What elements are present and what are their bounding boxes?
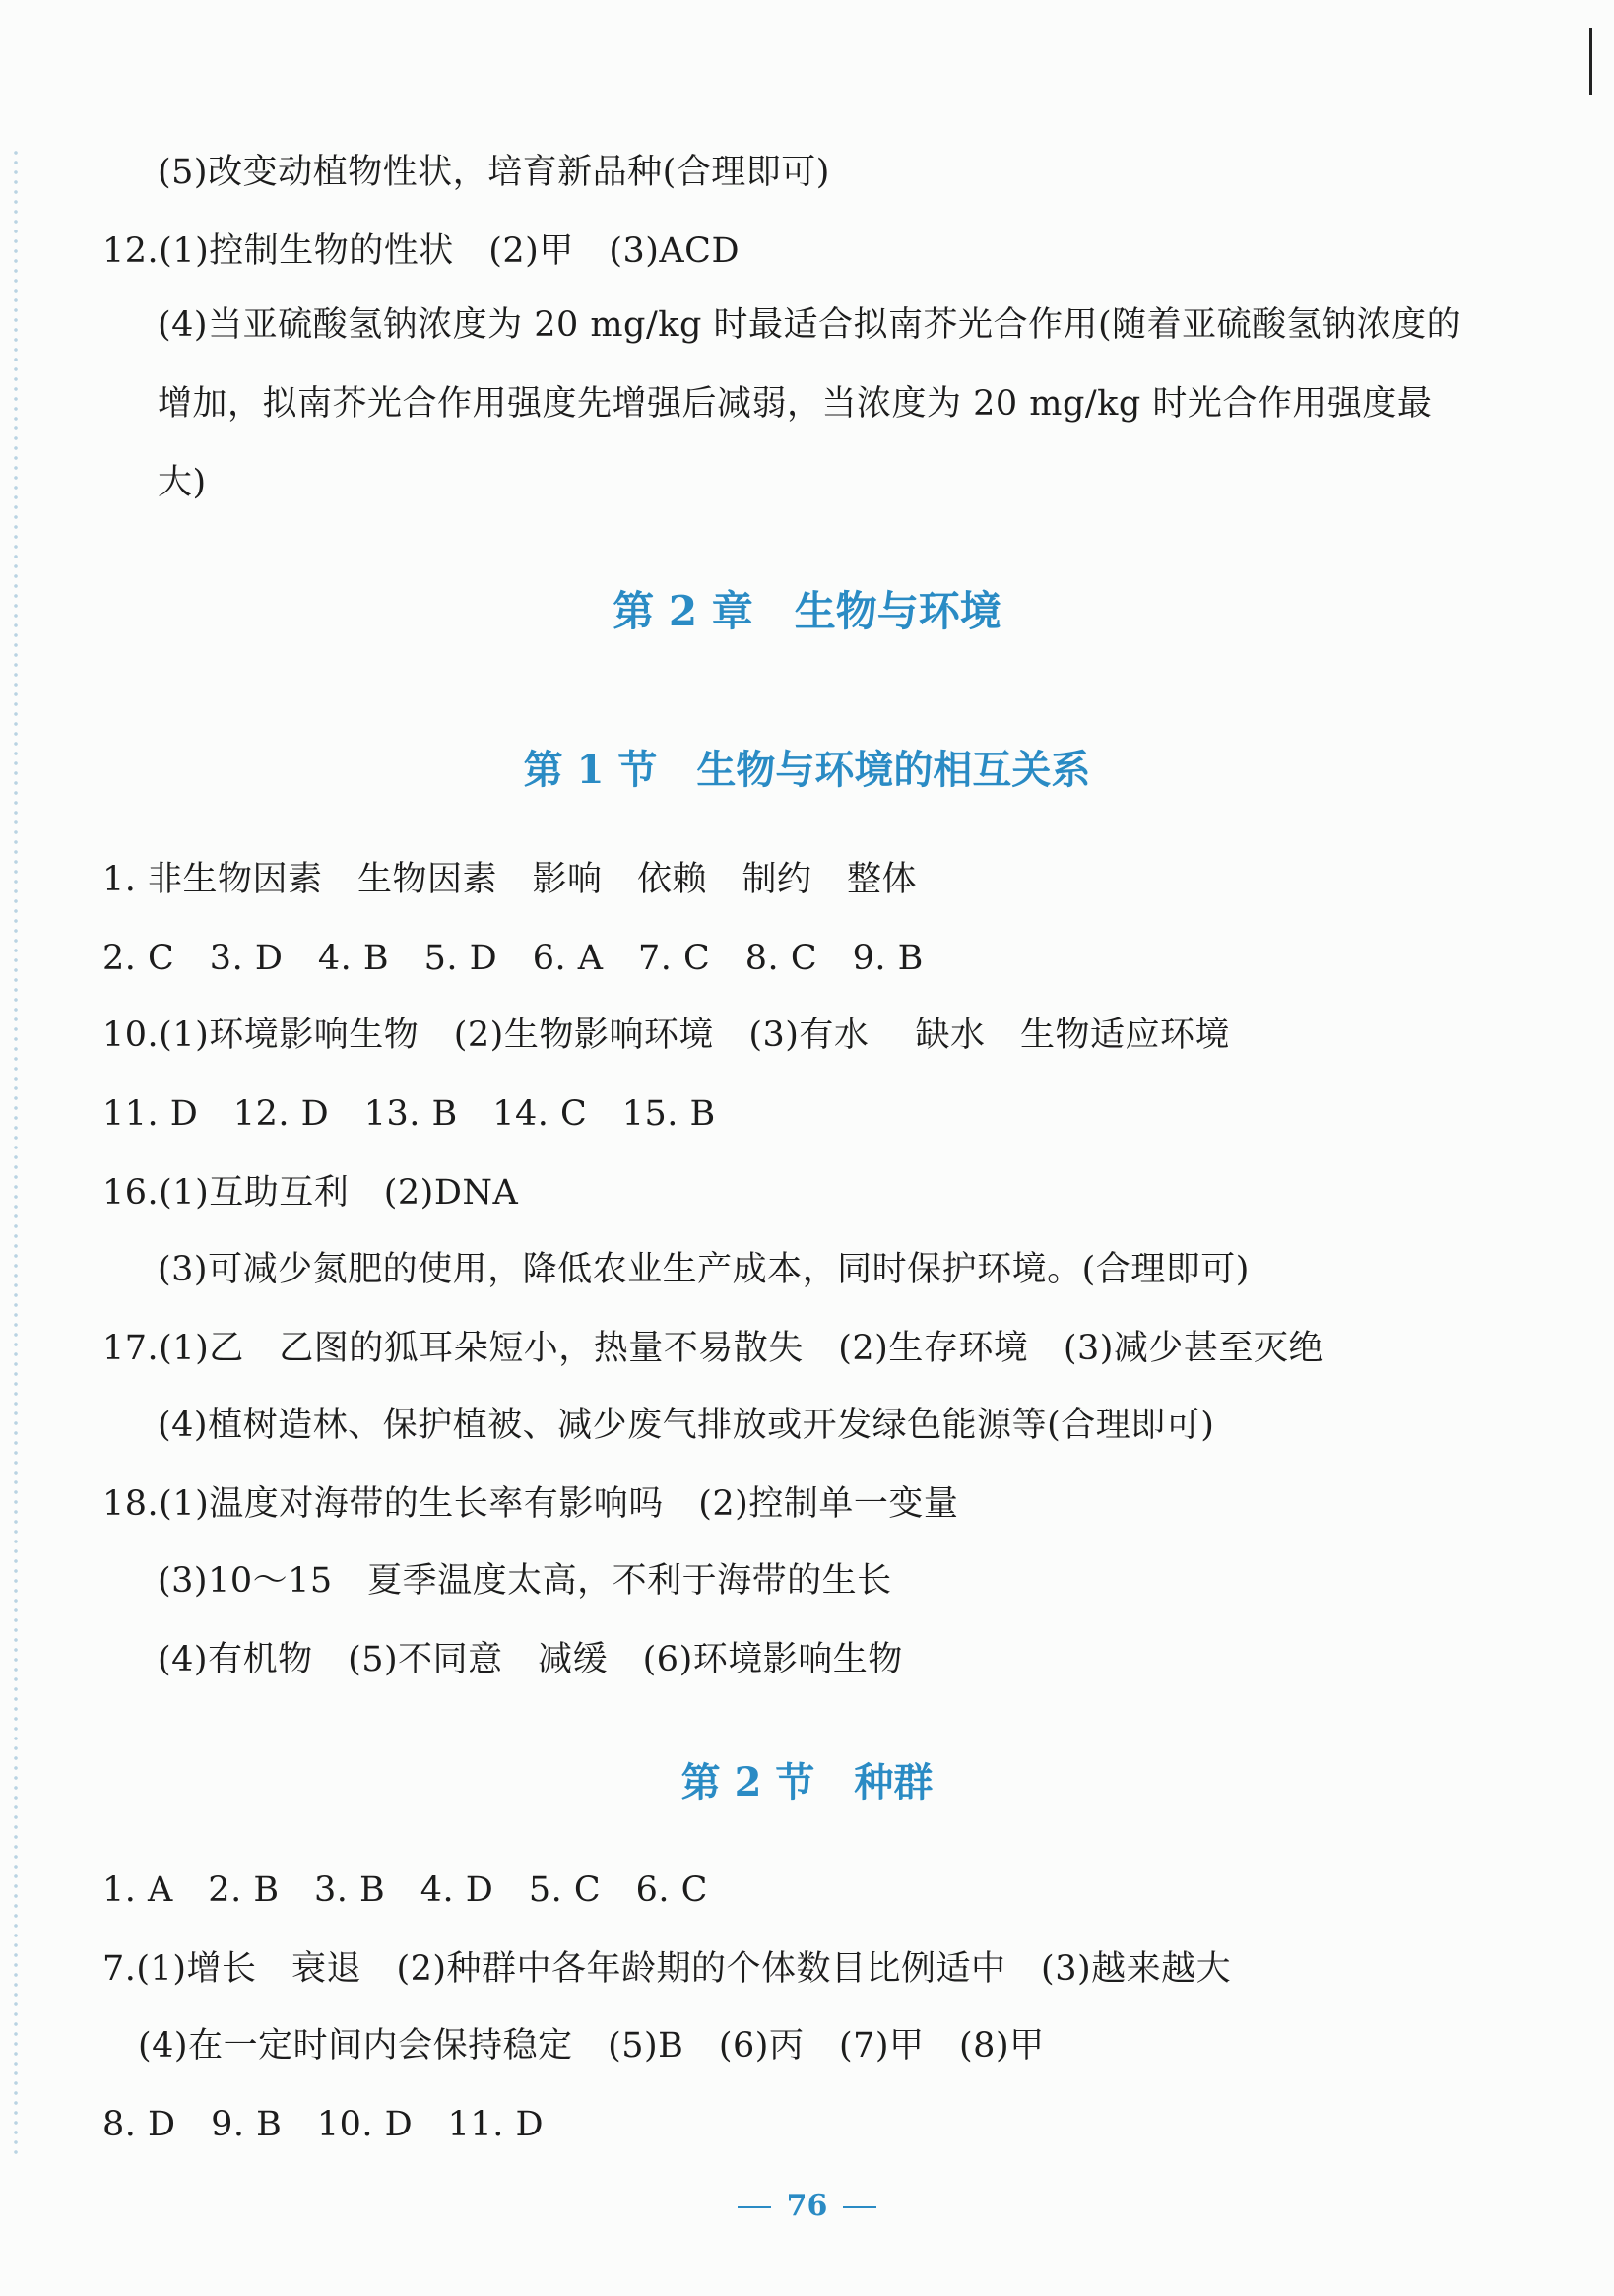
answer-line: (3)10～15 夏季温度太高，不利于海带的生长	[158, 1561, 892, 1601]
answer-paragraph: (4)当亚硫酸氢钠浓度为 20 mg/kg 时最适合拟南芥光合作用(随着亚硫酸氢钠浓度的增加，拟南芥光合作用强度先增强后减弱，当浓度为 20 mg/kg 时光合作用强度最大)	[158, 305, 1462, 502]
page-number-text: 76	[786, 2189, 828, 2223]
answer-line: 11. D 12. D 13. B 14. C 15. B	[102, 1094, 716, 1134]
answer-line: 18.(1)温度对海带的生长率有影响吗 (2)控制单一变量	[102, 1484, 959, 1524]
binding-margin-dots	[12, 148, 20, 2157]
footer-dash-left	[738, 2206, 771, 2208]
answer-line: 16.(1)互助互利 (2)DNA	[102, 1173, 519, 1213]
answer-line: 1. 非生物因素 生物因素 影响 依赖 制约 整体	[102, 860, 918, 899]
section-title: 第 2 节 种群	[680, 1759, 934, 1805]
answer-line: (4)植树造林、保护植被、减少废气排放或开发绿色能源等(合理即可)	[158, 1406, 1215, 1445]
answer-line: (3)可减少氮肥的使用，降低农业生产成本，同时保护环境。(合理即可)	[158, 1250, 1250, 1289]
answer-line: 7.(1)增长 衰退 (2)种群中各年龄期的个体数目比例适中 (3)越来越大	[102, 1949, 1232, 1989]
answer-line: (4)有机物 (5)不同意 减缓 (6)环境影响生物	[158, 1640, 903, 1679]
answer-line: 2. C 3. D 4. B 5. D 6. A 7. C 8. C 9. B	[102, 939, 924, 978]
chapter-title: 第 2 章 生物与环境	[613, 587, 1001, 635]
page-number	[0, 2189, 1614, 2223]
answer-line: 8. D 9. B 10. D 11. D	[102, 2105, 545, 2144]
answer-line: 1. A 2. B 3. B 4. D 5. C 6. C	[102, 1870, 708, 1910]
footer-dash-right	[843, 2206, 876, 2208]
scan-edge-mark	[1589, 28, 1592, 95]
section-title: 第 1 节 生物与环境的相互关系	[523, 747, 1091, 793]
answer-line: 12.(1)控制生物的性状 (2)甲 (3)ACD	[102, 231, 741, 271]
answer-line: (4)在一定时间内会保持稳定 (5)B (6)丙 (7)甲 (8)甲	[138, 2026, 1045, 2066]
answer-line: (5)改变动植物性状，培育新品种(合理即可)	[158, 153, 830, 192]
answer-line: 10.(1)环境影响生物 (2)生物影响环境 (3)有水 缺水 生物适应环境	[102, 1016, 1231, 1055]
answer-line: 17.(1)乙 乙图的狐耳朵短小，热量不易散失 (2)生存环境 (3)减少甚至灭绝	[102, 1329, 1323, 1368]
